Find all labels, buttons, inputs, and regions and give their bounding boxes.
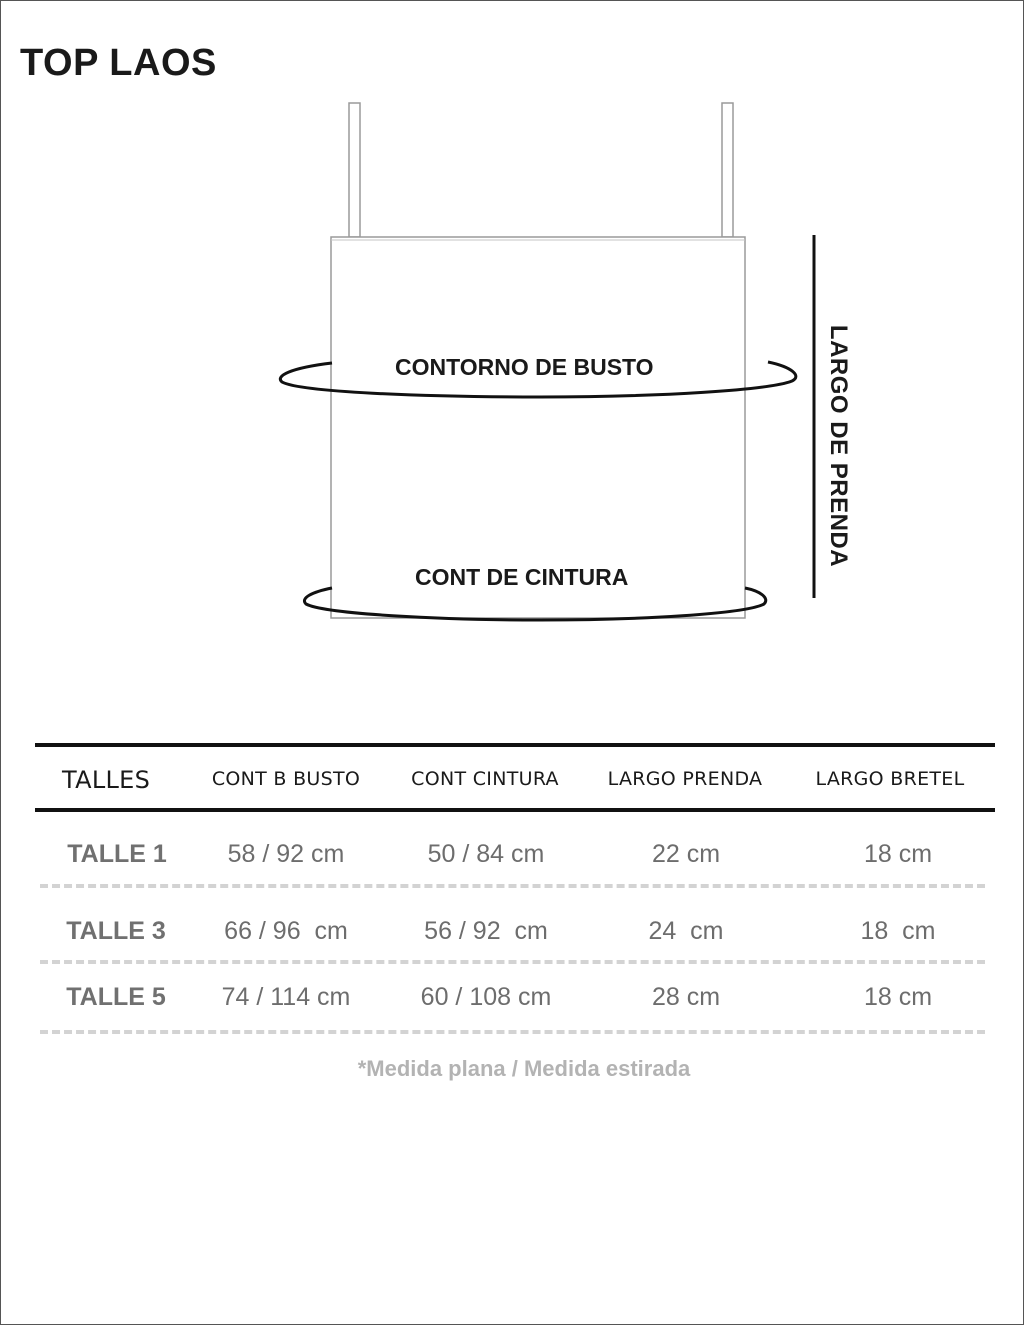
bust-value: 66 / 96 cm: [224, 917, 348, 945]
length-label: LARGO DE PRENDA: [825, 324, 852, 568]
table-row: [0, 840, 1024, 880]
garment-body: [331, 237, 745, 618]
size-name: TALLE 3: [66, 917, 166, 945]
size-name: TALLE 5: [66, 983, 166, 1011]
row-divider: [40, 1030, 985, 1034]
strap-value: 18 cm: [860, 917, 936, 945]
bust-value: 58 / 92 cm: [227, 840, 345, 868]
measurement-note: *Medida plana / Medida estirada: [357, 1056, 691, 1081]
size-name: TALLE 1: [67, 840, 167, 868]
left-strap: [349, 103, 360, 237]
bust-label: CONTORNO DE BUSTO: [395, 354, 654, 380]
product-title: TOP LAOS: [20, 42, 217, 84]
row-divider: [40, 960, 985, 964]
table-row: [0, 983, 1024, 1023]
row-divider: [40, 884, 985, 888]
header-strap: LARGO BRETEL: [815, 768, 965, 790]
header-bust: CONT B BUSTO: [211, 768, 361, 790]
length-value: 24 cm: [648, 917, 724, 945]
length-value: 28 cm: [651, 983, 721, 1011]
right-strap: [722, 103, 733, 237]
header-sizes: TALLES: [62, 766, 151, 794]
waist-value: 56 / 92 cm: [424, 917, 548, 945]
waist-label: CONT DE CINTURA: [415, 564, 629, 590]
strap-value: 18 cm: [863, 840, 933, 868]
header-waist: CONT CINTURA: [411, 768, 559, 790]
waist-value: 60 / 108 cm: [420, 983, 552, 1011]
waist-value: 50 / 84 cm: [427, 840, 545, 868]
bust-value: 74 / 114 cm: [221, 983, 351, 1011]
table-top-rule: [35, 743, 995, 747]
table-row: [0, 917, 1024, 957]
table-header-rule: [35, 808, 995, 812]
header-length: LARGO PRENDA: [607, 768, 763, 790]
length-value: 22 cm: [651, 840, 721, 868]
strap-value: 18 cm: [863, 983, 933, 1011]
